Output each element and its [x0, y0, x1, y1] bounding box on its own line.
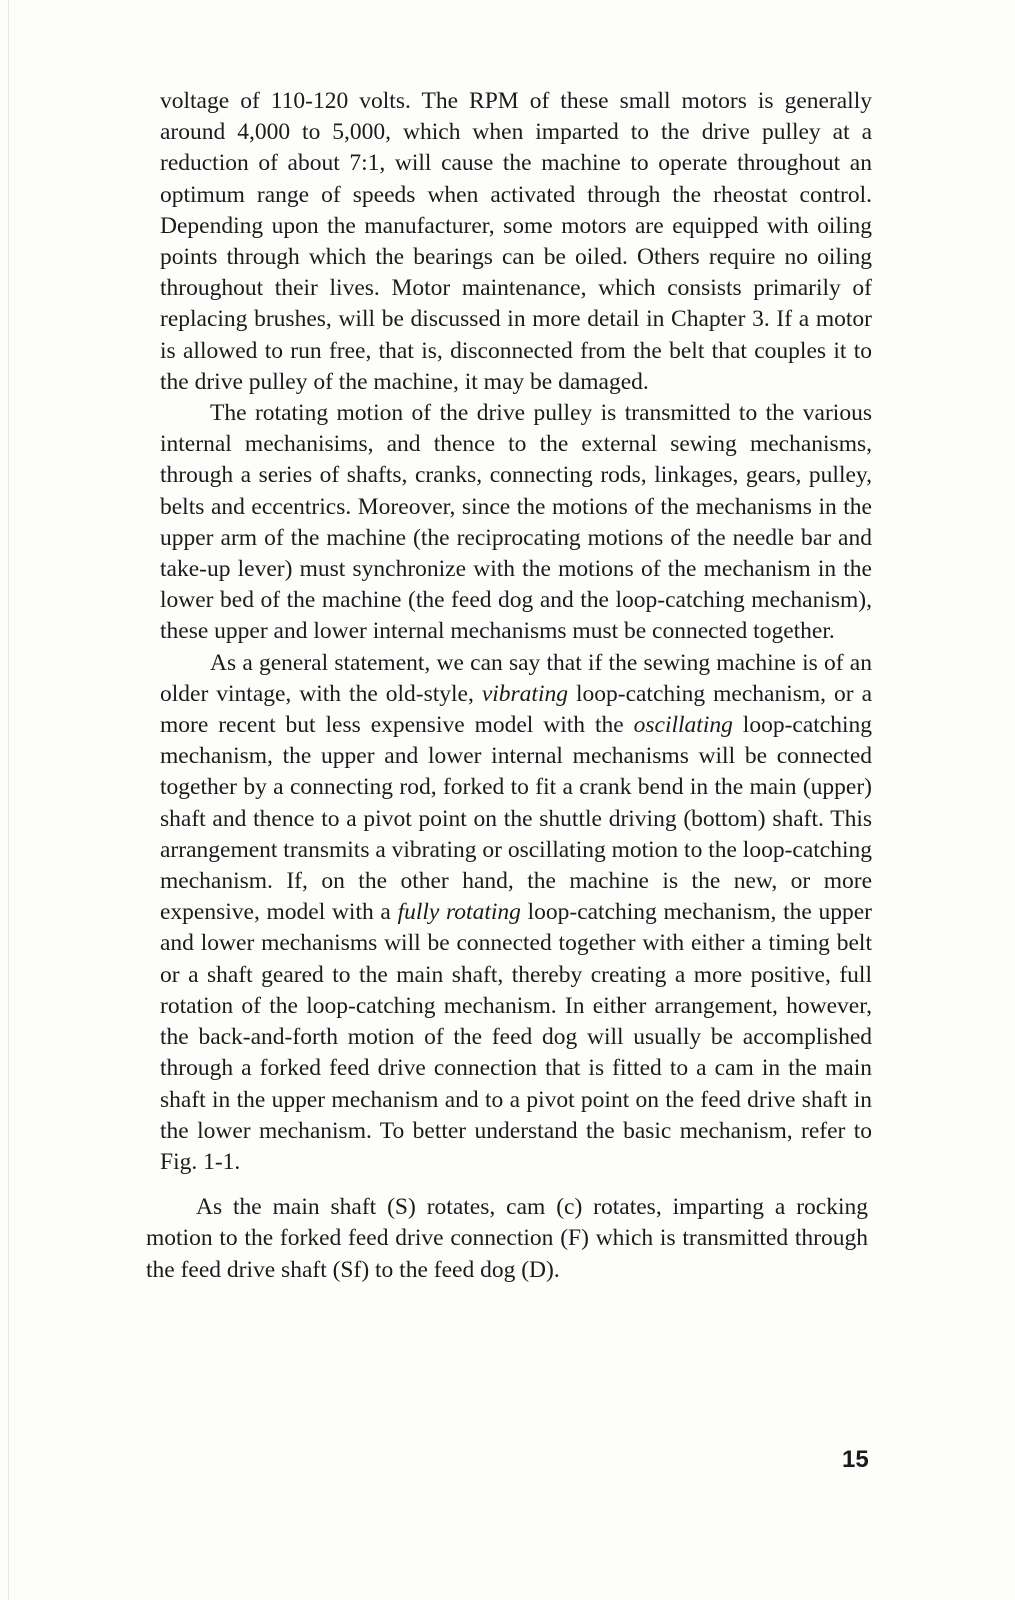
- paragraph-3: [160, 648, 872, 1178]
- page-number: 15: [842, 1446, 869, 1473]
- emphasis-vibrating: vibrating: [481, 680, 568, 707]
- paragraph-2: The rotating motion of the drive pulley is transmitted to the various internal mechanisims, and thence to the external sewing mechanisms, through a series of shafts, cranks, connecting rods, linkages, gears, pulley, belts and eccentrics. Moreover, since the motions of the mechanisms in the upper arm of the machine (the reciprocating motions of the needle bar and take-up lever) must synchronize with the motions of the mechanism in the lower bed of the machine (the feed dog and the loop-catching mechanism), these upper and lower internal mechanisms must be connected together.: [160, 400, 872, 645]
- page-edge-shadow: [8, 0, 9, 1600]
- paragraph-1: voltage of 110-120 volts. The RPM of these small motors is generally around 4,000 to 5,000, which when imparted to the drive pulley at a reduction of about 7:1, will cause the machine to operate throughout an optimum range of speeds when activated through the rheostat control. Depending upon the manufacturer, some motors are equipped with oiling points through which the bearings can be oiled. Others require no oiling throughout their lives. Motor maintenance, which consists primarily of replacing brushes, will be discussed in more detail in Chapter 3. If a motor is allowed to run free, that is, disconnected from the belt that couples it to the drive pulley of the machine, it may be damaged.: [160, 88, 872, 395]
- paragraph-3-text-3: loop-catching mechanism, the upper and lower internal mechanisms will be connected together by a connecting rod, forked to fit a crank bend in the main (upper) shaft and thence to a pivot point on the shuttle driving (bottom) shaft. This arrangement transmits a vibrating or oscillating motion to the loop-catching mechanism. If, on the other hand, the machine is the new, or more expensive, model with a: [160, 712, 872, 926]
- emphasis-fully-rotating: fully rotating: [397, 899, 521, 926]
- emphasis-oscillating: oscillating: [633, 712, 733, 739]
- paragraph-3-text-1: As a general statement, we can say that if the sewing machine is of an older vintage, with the old-style,: [160, 649, 872, 707]
- paragraph-3-text-2: loop-catching mechanism, or a more recent but less expensive model with the: [160, 680, 872, 739]
- paragraph-4: As the main shaft (S) rotates, cam (c) rotates, imparting a rocking motion to the forked feed drive connection (F) which is transmitted through the feed drive shaft (Sf) to the feed dog (D).: [146, 1194, 868, 1283]
- body-text: [146, 86, 872, 1286]
- paragraph-3-text-4: loop-catching mechanism, the upper and lower mechanisms will be connected together with either a timing belt or a shaft geared to the main shaft, thereby creating a more positive, full rotation of the loop-catching mechanism. In either arrangement, however, the back-and-forth motion of the feed dog will usually be accomplished through a forked feed drive connection that is fitted to a cam in the main shaft in the upper mechanism and to a pivot point on the feed drive shaft in the lower mechanism. To better understand the basic mechanism, refer to Fig. 1-1.: [160, 899, 872, 1175]
